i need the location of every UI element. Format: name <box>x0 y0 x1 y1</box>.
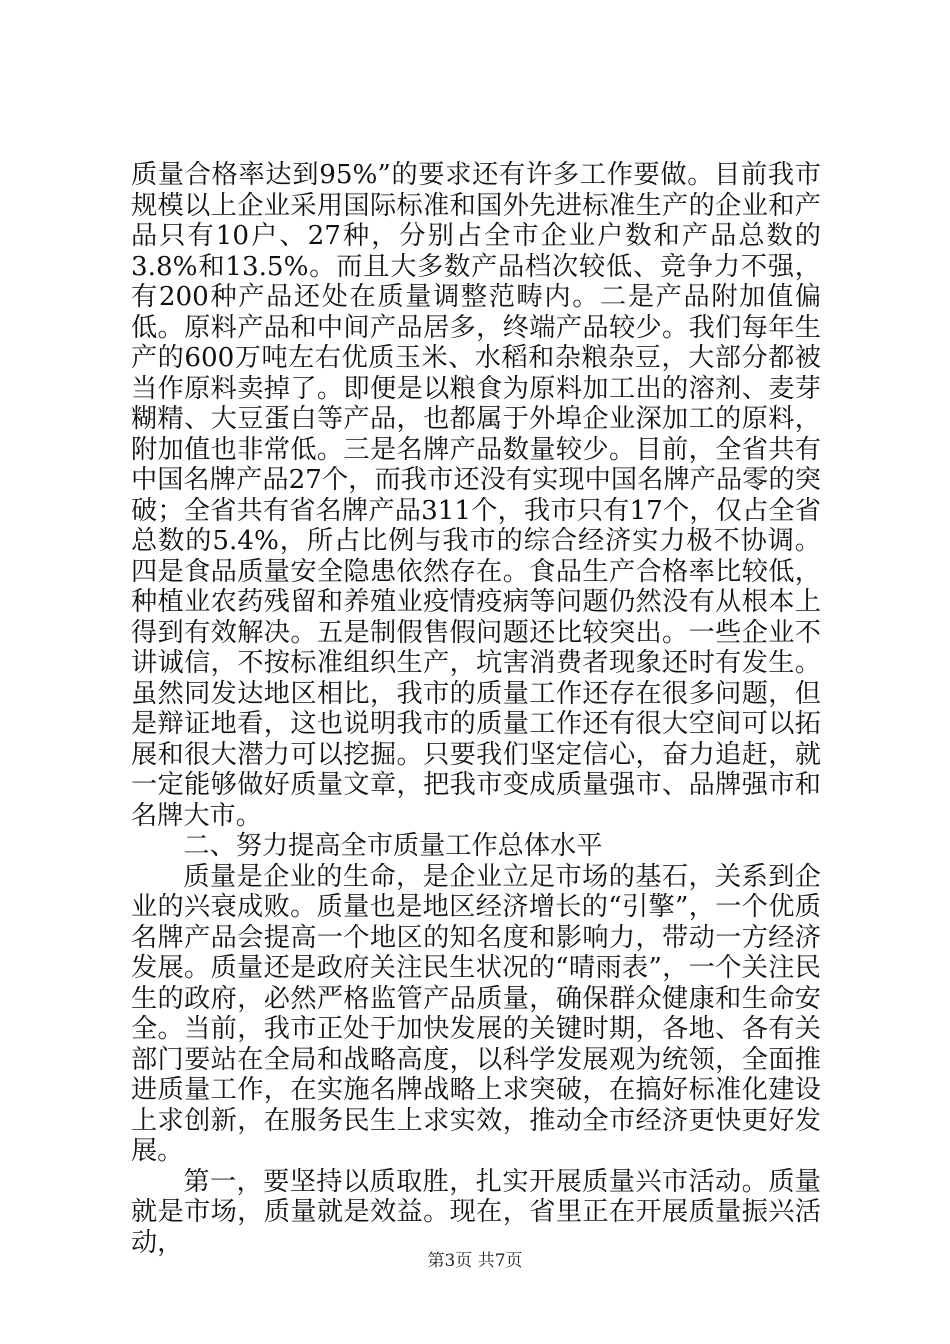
page-footer: 第3页 共7页 <box>427 1251 523 1271</box>
body-paragraph: 第一，要坚持以质取胜，扎实开展质量兴市活动。质量就是市场，质量就是效益。现在，省里正在开展质量振兴活动， <box>131 1166 821 1258</box>
document-body <box>131 160 821 1258</box>
body-paragraph: 质量是企业的生命，是企业立足市场的基石，关系到企业的兴衰成败。质量也是地区经济增长的“引擎”，一个优质名牌产品会提高一个地区的知名度和影响力，带动一方经济发展。质量还是政府关注民生状况的“晴雨表”，一个关注民生的政府，必然严格监管产品质量，确保群众健康和生命安全。当前，我市正处于加快发展的关键时期，各地、各有关部门要站在全局和战略高度，以科学发展观为统领，全面推进质量工作，在实施名牌战略上求突破，在搞好标准化建设上求创新，在服务民生上求实效，推动全市经济更快更好发展。 <box>131 861 821 1166</box>
section-heading: 二、努力提高全市质量工作总体水平 <box>183 831 603 861</box>
body-paragraph: 质量合格率达到95%”的要求还有许多工作要做。目前我市规模以上企业采用国际标准和国外先进标准生产的企业和产品只有10户、27种，分别占全市企业户数和产品总数的3.8%和13.5%。而且大多数产品档次较低、竞争力不强，有200种产品还处在质量调整范畴内。二是产品附加值偏低。原料产品和中间产品居多，终端产品较少。我们每年生产的600万吨左右优质玉米、水稻和杂粮杂豆，大部分都被当作原料卖掉了。即便是以粮食为原料加工出的溶剂、麦芽糊精、大豆蛋白等产品，也都属于外埠企业深加工的原料，附加值也非常低。三是名牌产品数量较少。目前，全省共有中国名牌产品27个，而我市还没有实现中国名牌产品零的突破；全省共有省名牌产品311个，我市只有17个，仅占全省总数的5.4%，所占比例与我市的综合经济实力极不协调。四是食品质量安全隐患依然存在。食品生产合格率比较低，种植业农药残留和养殖业疫情疫病等问题仍然没有从根本上得到有效解决。五是制假售假问题还比较突出。一些企业不讲诚信，不按标准组织生产，坑害消费者现象还时有发生。虽然同发达地区相比，我市的质量工作还存在很多问题，但是辩证地看，这也说明我市的质量工作还有很大空间可以拓展和很大潜力可以挖掘。只要我们坚定信心，奋力追赶，就一定能够做好质量文章，把我市变成质量强市、品牌强市和名牌大市。 <box>131 160 821 831</box>
